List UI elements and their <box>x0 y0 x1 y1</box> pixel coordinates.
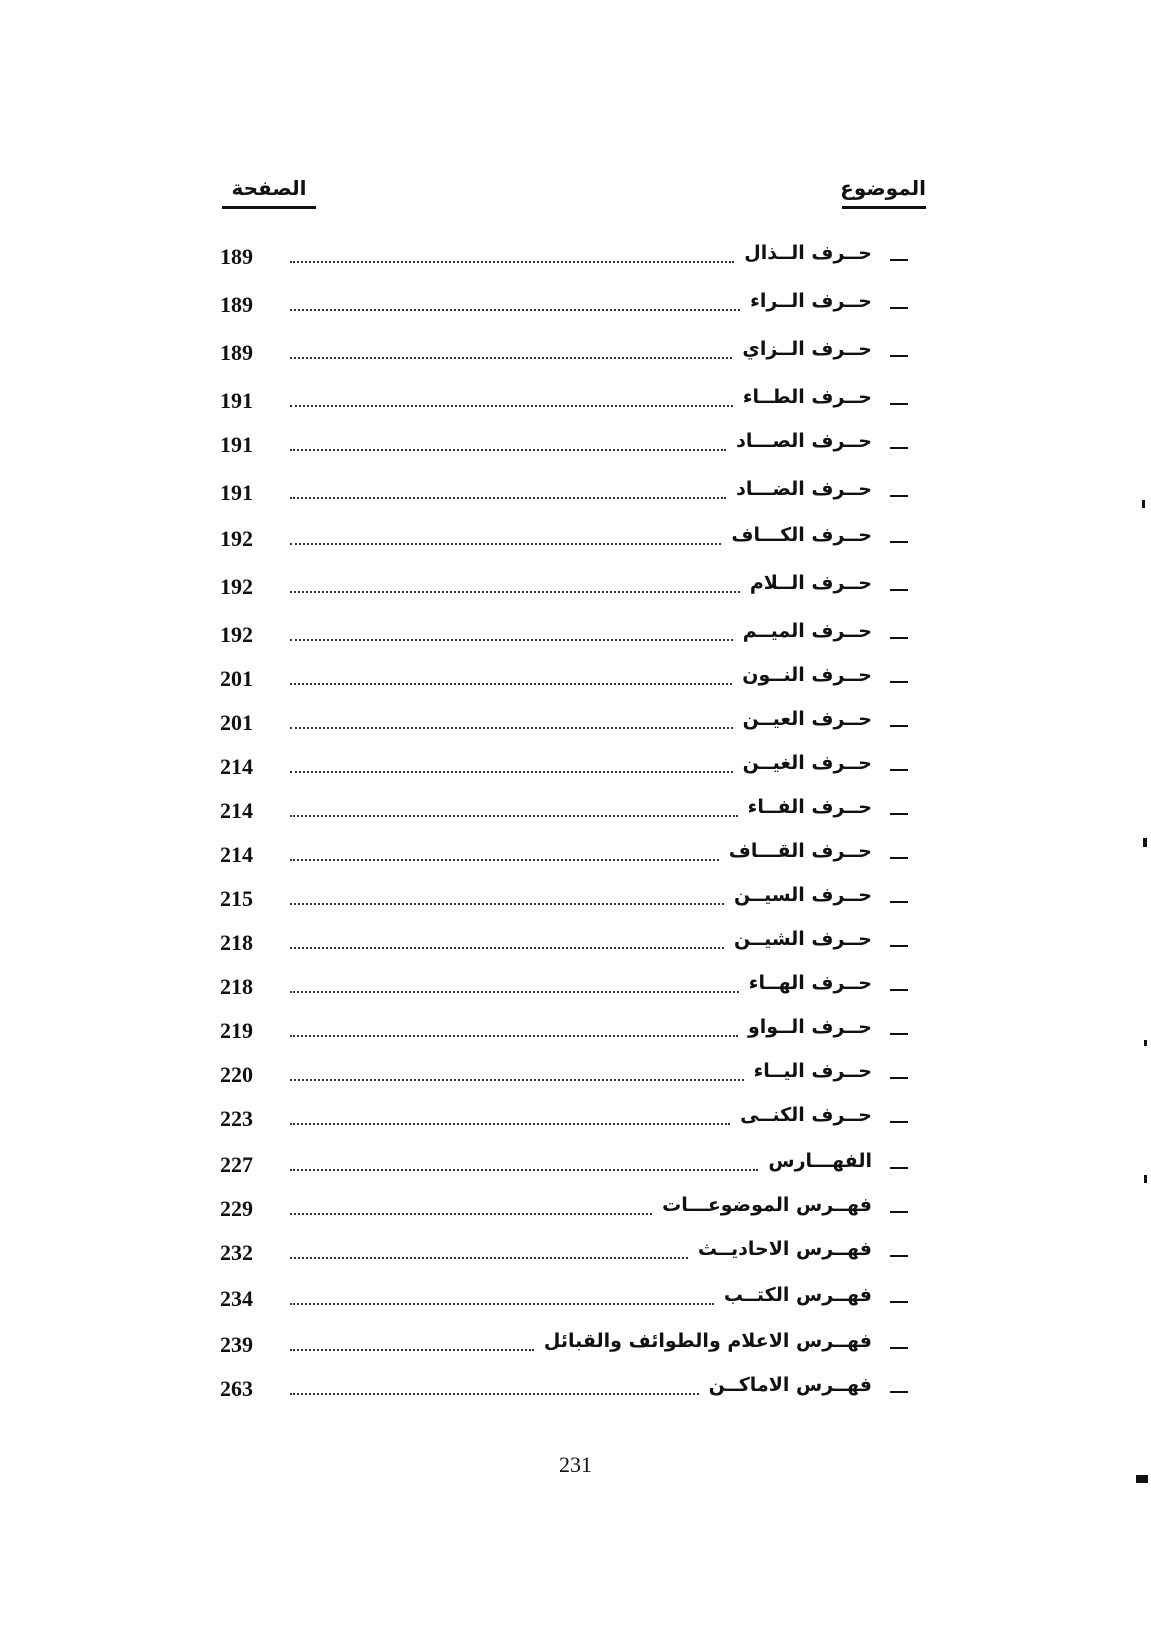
toc-entry <box>220 972 926 1002</box>
dash-marker <box>890 1077 908 1079</box>
toc-entry-page: 191 <box>220 480 253 505</box>
dot-leader <box>290 903 724 905</box>
dot-leader <box>290 639 733 641</box>
dash-marker <box>890 541 908 543</box>
scan-speck <box>1143 838 1147 847</box>
toc-entry <box>220 290 926 320</box>
dot-leader <box>290 947 724 949</box>
toc-entry-page: 215 <box>220 886 253 911</box>
toc-entry <box>220 1060 926 1090</box>
toc-entry-page: 201 <box>220 710 253 735</box>
toc-entry-title: حــرف الكـــاف <box>725 524 872 546</box>
toc-entry-page: 214 <box>220 842 253 867</box>
dash-marker <box>890 945 908 947</box>
dot-leader <box>290 1035 738 1037</box>
dot-leader <box>290 727 733 729</box>
dash-marker <box>890 1211 908 1213</box>
toc-entry-page: 189 <box>220 292 253 317</box>
toc-entry <box>220 338 926 368</box>
toc-entry-title: حــرف الطــاء <box>737 386 872 408</box>
toc-entry <box>220 840 926 870</box>
dash-marker <box>890 813 908 815</box>
toc-entry <box>220 1238 926 1268</box>
toc-entry <box>220 430 926 460</box>
scan-speck <box>1136 1475 1148 1483</box>
toc-entry-title: فهــرس الموضوعـــات <box>656 1194 872 1216</box>
toc-entry-title: الفهـــارس <box>762 1150 872 1172</box>
dot-leader <box>290 309 740 311</box>
dot-leader <box>290 859 719 861</box>
toc-entry-page: 234 <box>220 1286 253 1311</box>
dot-leader <box>290 1169 758 1171</box>
toc-entry-title: حــرف الكنــى <box>734 1104 872 1126</box>
scan-speck <box>1144 1175 1147 1183</box>
dot-leader <box>290 405 733 407</box>
toc-entry-title: حــرف الــلام <box>744 572 872 594</box>
dot-leader <box>290 1079 744 1081</box>
dot-leader <box>290 815 738 817</box>
toc-entry-page: 189 <box>220 244 253 269</box>
dash-marker <box>890 1301 908 1303</box>
dash-marker <box>890 989 908 991</box>
page-column-header: الصفحة <box>222 176 316 209</box>
toc-entry-page: 219 <box>220 1018 253 1043</box>
toc-entry <box>220 478 926 508</box>
toc-entry-page: 263 <box>220 1376 253 1401</box>
dash-marker <box>890 1347 908 1349</box>
toc-entry-page: 191 <box>220 388 253 413</box>
dash-marker <box>890 1255 908 1257</box>
toc-entry <box>220 620 926 650</box>
toc-entry-page: 220 <box>220 1062 253 1087</box>
toc-entry-page: 192 <box>220 622 253 647</box>
page-number: 231 <box>559 1452 592 1477</box>
scan-speck <box>1144 1040 1147 1046</box>
dash-marker <box>890 1033 908 1035</box>
toc-entry-title: فهــرس الاماكــن <box>703 1374 872 1396</box>
dash-marker <box>890 495 908 497</box>
dot-leader <box>290 991 739 993</box>
dot-leader <box>290 497 726 499</box>
toc-entry <box>220 928 926 958</box>
dash-marker <box>890 307 908 309</box>
dash-marker <box>890 1391 908 1393</box>
toc-entry-title: حــرف الصـــاد <box>730 430 872 452</box>
dot-leader <box>290 1213 652 1215</box>
toc-entry-title: حــرف النــون <box>736 664 872 686</box>
toc-entry-page: 227 <box>220 1152 253 1177</box>
toc-entry-page: 214 <box>220 798 253 823</box>
dash-marker <box>890 589 908 591</box>
dot-leader <box>290 357 732 359</box>
toc-entry <box>220 1284 926 1314</box>
dash-marker <box>890 355 908 357</box>
toc-entry-page: 191 <box>220 432 253 457</box>
toc-entry-title: فهــرس الكتــب <box>718 1284 872 1306</box>
toc-entry-page: 214 <box>220 754 253 779</box>
toc-entry <box>220 242 926 272</box>
dash-marker <box>890 447 908 449</box>
toc-entry-page: 189 <box>220 340 253 365</box>
toc-entry <box>220 386 926 416</box>
toc-entry-title: حــرف القـــاف <box>723 840 872 862</box>
toc-entry-title: حــرف الغيــن <box>737 752 872 774</box>
toc-entry-title: حــرف الشيــن <box>728 928 872 950</box>
toc-entry-page: 223 <box>220 1106 253 1131</box>
dot-leader <box>290 543 721 545</box>
toc-entry <box>220 752 926 782</box>
toc-entry <box>220 1374 926 1404</box>
topic-column-header: الموضوع <box>842 176 926 209</box>
toc-entry <box>220 796 926 826</box>
toc-entry <box>220 664 926 694</box>
toc-entry <box>220 708 926 738</box>
toc-entry <box>220 1016 926 1046</box>
dot-leader <box>290 1349 534 1351</box>
dot-leader <box>290 261 734 263</box>
dash-marker <box>890 637 908 639</box>
dash-marker <box>890 769 908 771</box>
toc-entry-title: حــرف الميــم <box>737 620 872 642</box>
dot-leader <box>290 1123 730 1125</box>
toc-entry-title: فهــرس الاعلام والطوائف والقبائل <box>538 1330 872 1352</box>
toc-entry-title: حــرف الــزاي <box>736 338 872 360</box>
dot-leader <box>290 1257 688 1259</box>
toc-entry <box>220 1104 926 1134</box>
toc-entry-page: 201 <box>220 666 253 691</box>
toc-entry-title: حــرف اليــاء <box>748 1060 872 1082</box>
toc-entry <box>220 1194 926 1224</box>
dash-marker <box>890 1167 908 1169</box>
dot-leader <box>290 449 726 451</box>
toc-entry-title: حــرف الهــاء <box>743 972 872 994</box>
toc-entry-page: 218 <box>220 930 253 955</box>
toc-entry-page: 229 <box>220 1196 253 1221</box>
toc-entry-title: حــرف السيــن <box>728 884 872 906</box>
dot-leader <box>290 591 740 593</box>
dash-marker <box>890 403 908 405</box>
toc-entry-page: 239 <box>220 1332 253 1357</box>
toc-entry <box>220 1150 926 1180</box>
dot-leader <box>290 1393 699 1395</box>
toc-entry <box>220 1330 926 1360</box>
toc-entry <box>220 884 926 914</box>
toc-entry-title: فهــرس الاحاديــث <box>692 1238 872 1260</box>
toc-entry-title: حــرف الفــاء <box>742 796 872 818</box>
toc-entry-title: حــرف العيــن <box>737 708 872 730</box>
toc-entry-title: حــرف الضـــاد <box>730 478 872 500</box>
toc-entry-title: حــرف الــواو <box>742 1016 872 1038</box>
toc-entry-page: 218 <box>220 974 253 999</box>
toc-entry <box>220 524 926 554</box>
dot-leader <box>290 1303 714 1305</box>
dot-leader <box>290 771 733 773</box>
dot-leader <box>290 683 732 685</box>
dash-marker <box>890 725 908 727</box>
toc-entry <box>220 572 926 602</box>
toc-entry-page: 192 <box>220 526 253 551</box>
dash-marker <box>890 681 908 683</box>
toc-entry-page: 192 <box>220 574 253 599</box>
toc-entry-page: 232 <box>220 1240 253 1265</box>
dash-marker <box>890 259 908 261</box>
dash-marker <box>890 857 908 859</box>
toc-entry-title: حــرف الــذال <box>738 242 872 264</box>
dash-marker <box>890 1121 908 1123</box>
scan-speck <box>1142 500 1145 508</box>
dash-marker <box>890 901 908 903</box>
toc-entry-title: حــرف الــراء <box>744 290 872 312</box>
